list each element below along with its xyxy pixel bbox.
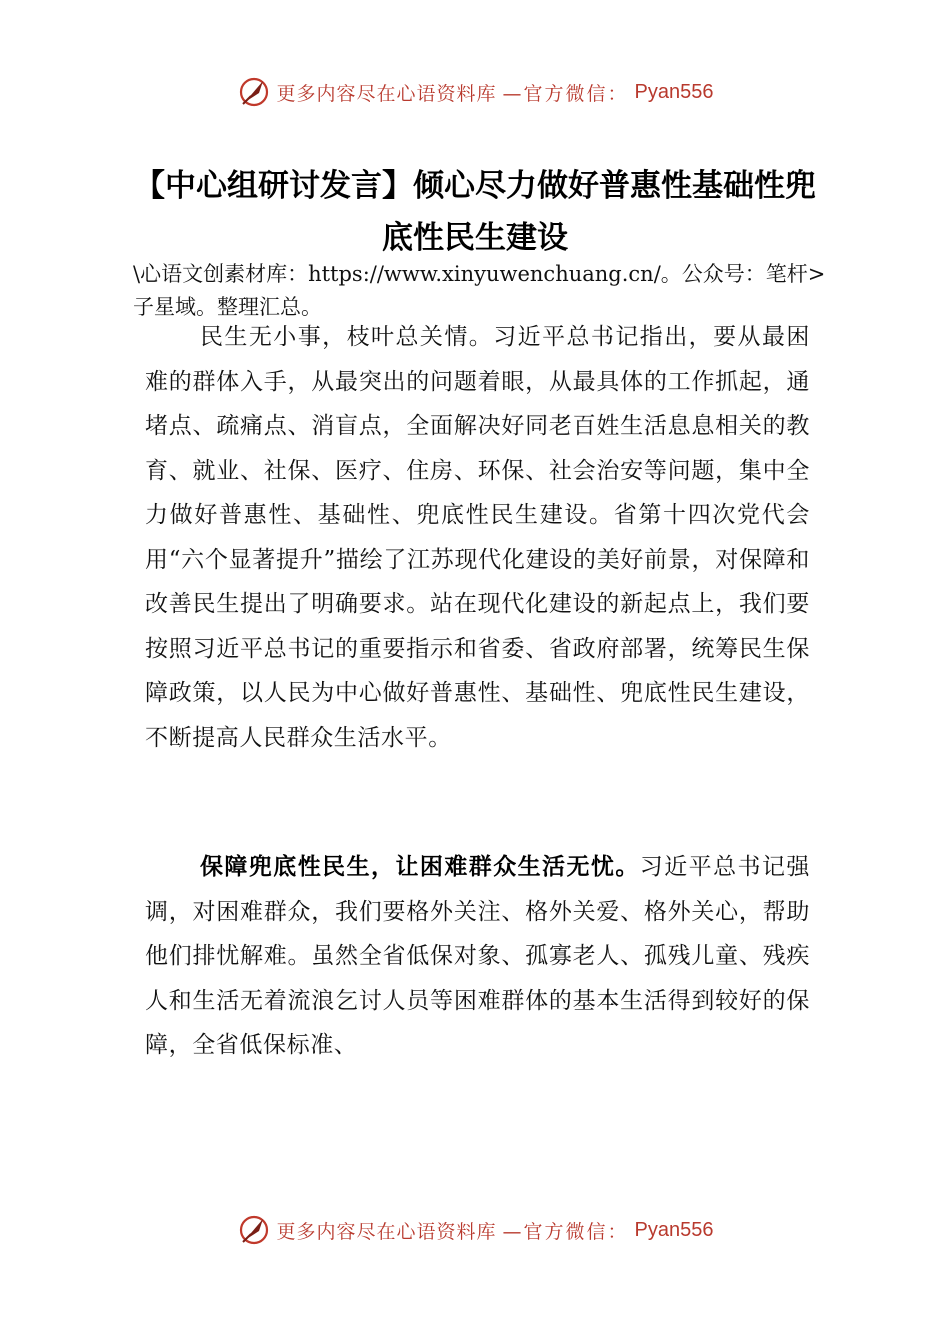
footer-banner <box>0 1210 950 1250</box>
quill-logo-icon <box>237 75 271 109</box>
banner-wechat-id: Pyan556 <box>634 80 714 103</box>
banner-text: 更多内容尽在心语资料库 <box>276 82 497 105</box>
source-note: \心语文创素材库：https://www.xinyuwenchuang.cn/。公众号：笔杆>子星域。整理汇总。 <box>133 262 826 319</box>
paragraph-2-body: 习近平总书记强调，对困难群众，我们要格外关注、格外关爱、格外关心，帮助他们排忧解难。虽然全省低保对象、孤寡老人、孤残儿童、残疾人和生活无着流浪乞讨人员等困难群体的基本生活得到较好的保障，全省低保标准、 <box>145 854 810 1058</box>
banner-wechat-label: —官方微信： <box>502 82 629 105</box>
paragraph-2-lead: 保障兜底性民生，让困难群众生活无忧。 <box>200 854 640 880</box>
banner-wechat-label: —官方微信： <box>502 1220 629 1243</box>
banner-wechat-id: Pyan556 <box>634 1218 714 1241</box>
paragraph-2 <box>145 845 810 1068</box>
header-banner <box>0 72 950 112</box>
paragraph-1: 民生无小事，枝叶总关情。习近平总书记指出，要从最困难的群体入手，从最突出的问题着眼，从最具体的工作抓起，通堵点、疏痛点、消盲点，全面解决好同老百姓生活息息相关的教育、就业、社保、医疗、住房、环保、社会治安等问题，集中全力做好普惠性、基础性、兜底性民生建设。省第十四次党代会用“六个显著提升”描绘了江苏现代化建设的美好前景，对保障和改善民生提出了明确要求。站在现代化建设的新起点上，我们要按照习近平总书记的重要指示和省委、省政府部署，统筹民生保障政策，以人民为中心做好普惠性、基础性、兜底性民生建设，不断提高人民群众生活水平。 <box>145 324 810 751</box>
quill-logo-icon <box>237 1213 271 1247</box>
document-title: 【中心组研讨发言】倾心尽力做好普惠性基础性兜底性民生建设 <box>134 168 816 256</box>
banner-text: 更多内容尽在心语资料库 <box>276 1220 497 1243</box>
